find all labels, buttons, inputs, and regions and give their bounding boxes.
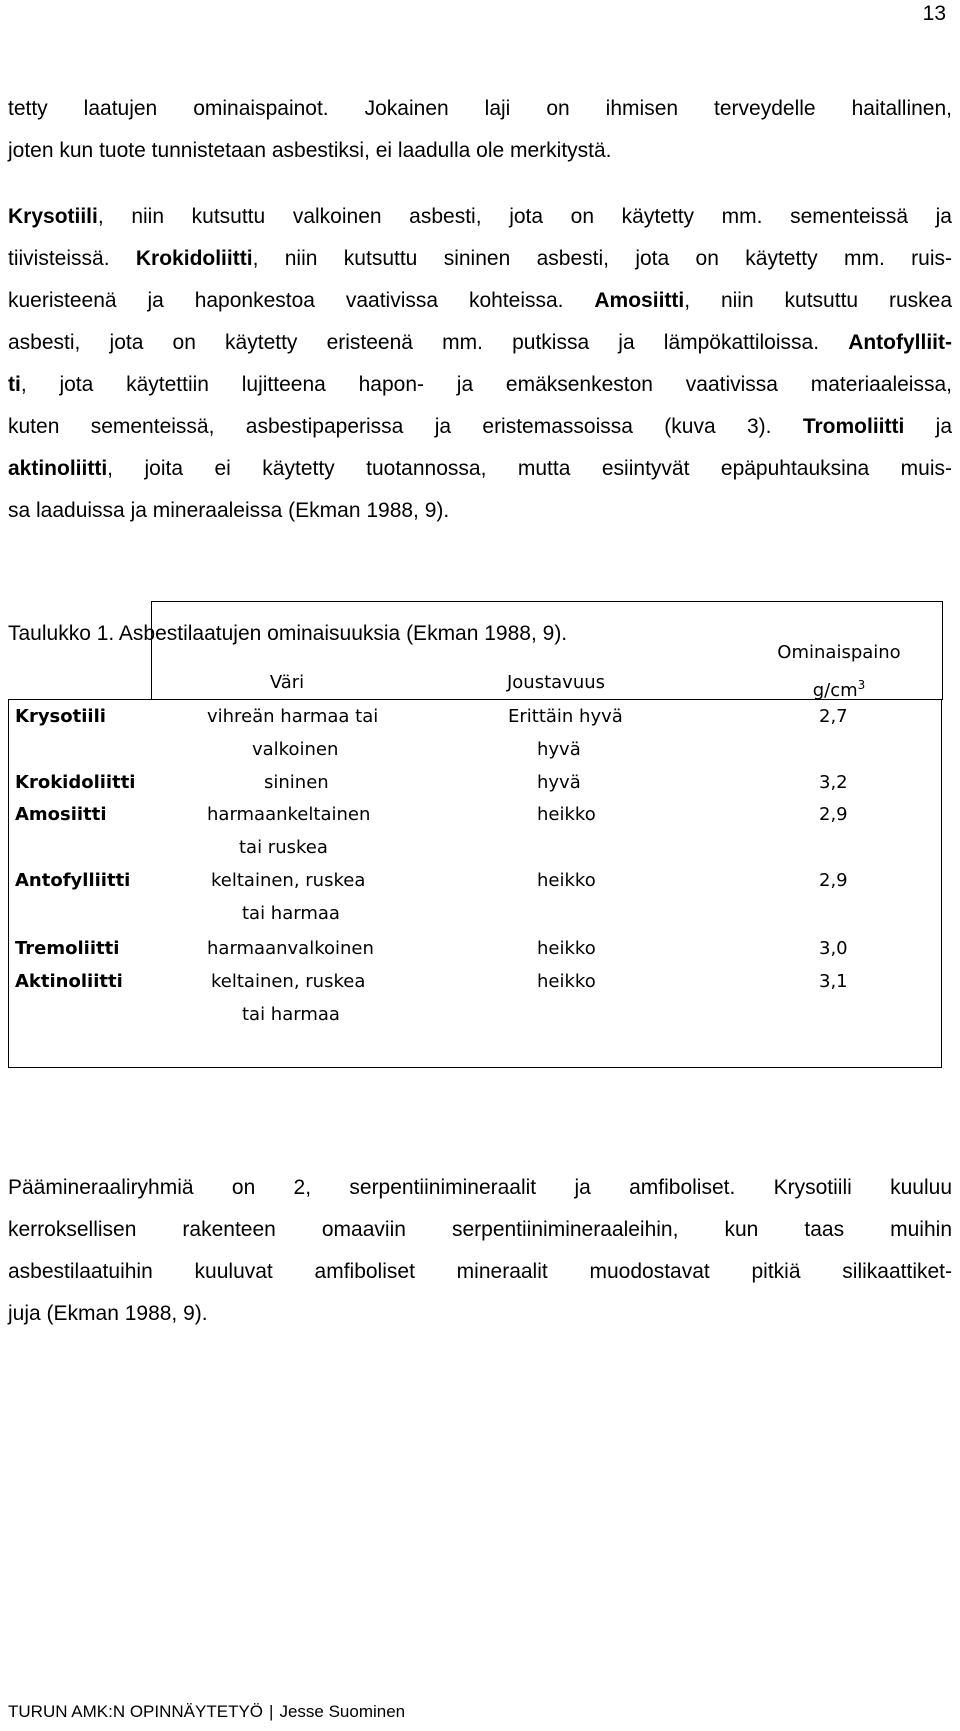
row-name: Antofylliitti <box>15 870 131 891</box>
table-caption: Taulukko 1. Asbestilaatujen ominaisuuksia (Ekman 1988, 9). <box>8 622 568 645</box>
row-flex: heikko <box>537 971 596 992</box>
row-name: Amosiitti <box>15 804 107 825</box>
term-krysotiili: Krysotiili <box>8 205 98 228</box>
row-flex: heikko <box>537 870 596 891</box>
term-krokidoliitti: Krokidoliitti <box>135 247 253 270</box>
paragraph-asbestos-types <box>8 196 952 532</box>
row-flex: hyvä <box>537 739 581 760</box>
row-density: 2,9 <box>819 804 848 825</box>
header-density <box>769 636 909 707</box>
term-tromoliitti: Tromoliitti <box>802 415 905 438</box>
superscript: 3 <box>857 678 866 692</box>
row-color: harmaankeltainen <box>207 804 371 825</box>
footer-separator: | <box>269 1702 274 1721</box>
term-antofylliitti-cont: ti <box>8 373 21 396</box>
text-span: , joita ei käytetty tuotannossa, mutta esiintyvät epäpuhtauksina muis- <box>107 457 952 480</box>
text-span: ja <box>904 415 952 438</box>
paragraph-intro <box>8 88 952 172</box>
row-density: 3,1 <box>819 971 848 992</box>
text-span: tiivisteissä. <box>8 247 136 270</box>
row-color: tai harmaa <box>242 903 340 924</box>
text-line <box>8 322 952 364</box>
row-color: keltainen, ruskea <box>211 971 366 992</box>
header-flexibility: Joustavuus <box>506 672 606 693</box>
row-color: valkoinen <box>252 739 339 760</box>
footer-institution: TURUN AMK:N OPINNÄYTETYÖ <box>8 1702 264 1721</box>
row-density: 2,7 <box>819 706 848 727</box>
text-line <box>8 406 952 448</box>
text-line: juja (Ekman 1988, 9). <box>8 1302 208 1325</box>
footer-author: Jesse Suominen <box>279 1702 406 1721</box>
text-line <box>8 364 952 406</box>
paragraph-mineral-groups <box>8 1167 952 1335</box>
term-aktinoliitti: aktinoliitti <box>8 457 108 480</box>
text-span: , jota käytettiin lujitteena hapon- ja emäksenkeston vaativissa materiaaleissa, <box>20 373 952 396</box>
row-color: keltainen, ruskea <box>211 870 366 891</box>
row-name: Krokidoliitti <box>15 772 136 793</box>
page-number: 13 <box>922 2 946 25</box>
row-name: Krysotiili <box>15 706 106 727</box>
text-span: , niin kutsuttu ruskea <box>684 289 952 312</box>
text-span: kueristeenä ja haponkestoa vaativissa kohteissa. <box>8 289 595 312</box>
row-flex: heikko <box>537 938 596 959</box>
row-color: sininen <box>264 772 329 793</box>
text-line <box>8 238 952 280</box>
row-color: tai harmaa <box>242 1004 340 1025</box>
row-name: Tremoliitti <box>15 938 120 959</box>
text-line: tetty laatujen ominaispainot. Jokainen laji on ihmisen terveydelle haitallinen, <box>8 97 952 120</box>
text-line: kerroksellisen rakenteen omaaviin serpentiinimineraaleihin, kun taas muihin <box>8 1218 952 1241</box>
text-line: sa laaduissa ja mineraaleissa (Ekman 1988, 9). <box>8 499 450 522</box>
row-color: tai ruskea <box>239 837 328 858</box>
text-line <box>8 196 952 238</box>
text-span: asbesti, jota on käytetty eristeenä mm. putkissa ja lämpökattiloissa. <box>8 331 849 354</box>
text-line <box>8 448 952 490</box>
text-span: g/cm <box>812 680 858 701</box>
header-color: Väri <box>269 672 305 693</box>
row-color: harmaanvalkoinen <box>207 938 374 959</box>
row-name: Aktinoliitti <box>15 971 123 992</box>
row-density: 3,2 <box>819 772 848 793</box>
header-density-line1: Ominaispaino <box>777 642 901 663</box>
text-line: Päämineraaliryhmiä on 2, serpentiinimineraalit ja amfiboliset. Krysotiili kuuluu <box>8 1176 952 1199</box>
row-flex: Erittäin hyvä <box>508 706 623 727</box>
text-line: asbestilaatuihin kuuluvat amfiboliset mineraalit muodostavat pitkiä silikaattiket- <box>8 1260 952 1283</box>
row-density: 2,9 <box>819 870 848 891</box>
page-footer <box>8 1701 405 1723</box>
row-color: vihreän harmaa tai <box>207 706 379 727</box>
text-span: kuten sementeissä, asbestipaperissa ja eristemassoissa (kuva 3). <box>8 415 803 438</box>
text-span: , niin kutsuttu valkoinen asbesti, jota on käytetty mm. sementeissä ja <box>97 205 952 228</box>
term-amosiitti: Amosiitti <box>594 289 685 312</box>
term-antofylliitti: Antofylliit- <box>848 331 952 354</box>
row-density: 3,0 <box>819 938 848 959</box>
asbestos-properties-table <box>8 642 942 1068</box>
text-line <box>8 280 952 322</box>
row-flex: heikko <box>537 804 596 825</box>
row-flex: hyvä <box>537 772 581 793</box>
text-span: , niin kutsuttu sininen asbesti, jota on käytetty mm. ruis- <box>252 247 952 270</box>
text-line: joten kun tuote tunnistetaan asbestiksi, ei laadulla ole merkitystä. <box>8 139 612 162</box>
